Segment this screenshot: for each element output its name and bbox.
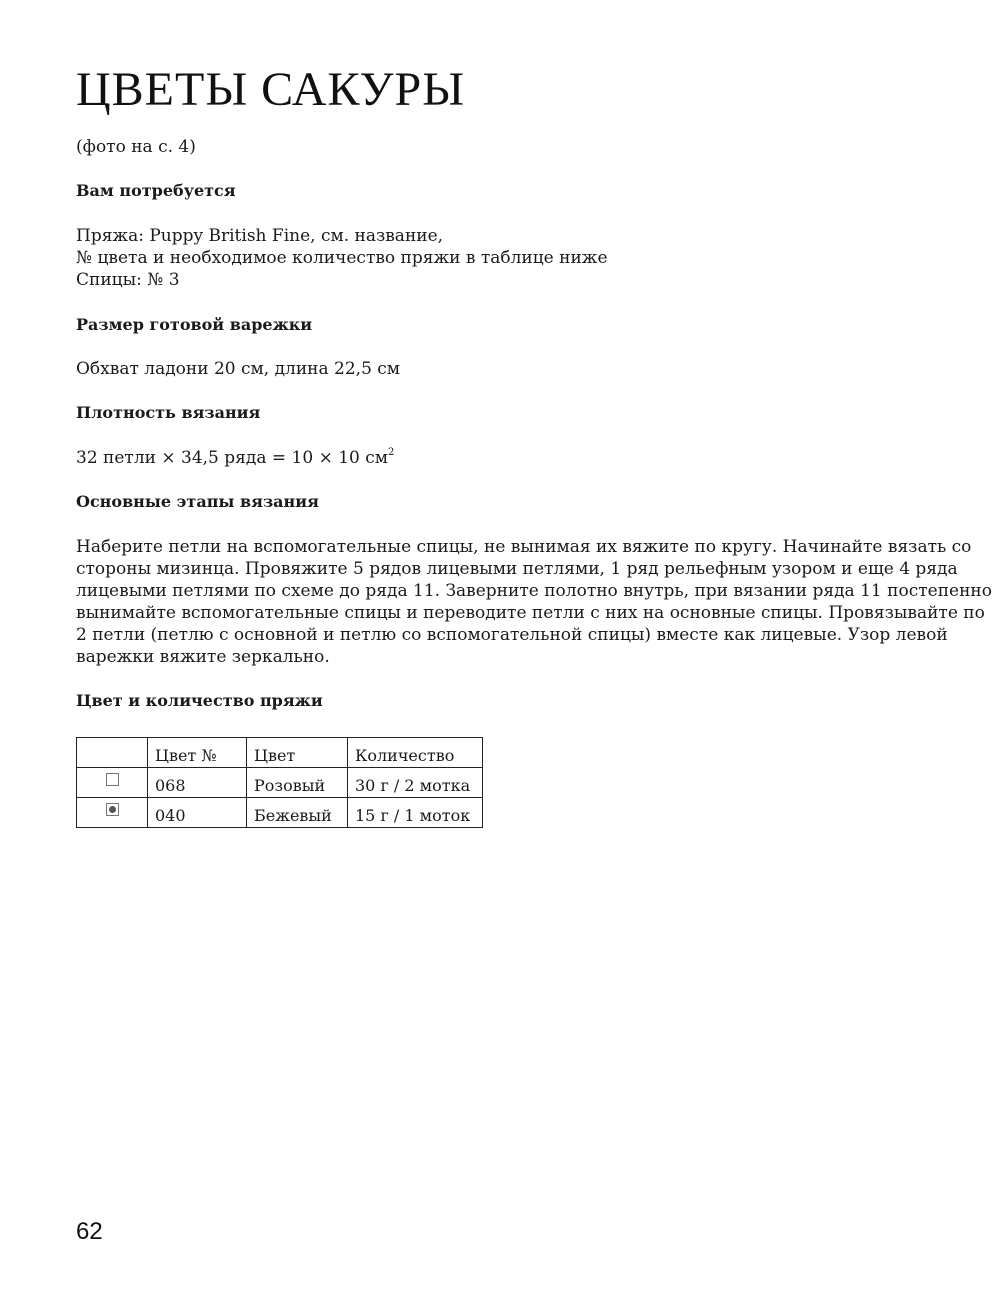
number-cell: 040 <box>148 798 247 828</box>
steps-paragraph <box>76 536 992 668</box>
materials-heading: Вам потребуется <box>76 181 236 200</box>
table-row <box>77 798 483 828</box>
amount-cell: 30 г / 2 мотка <box>348 768 483 798</box>
materials-list <box>76 225 608 291</box>
dot-square-icon <box>106 803 119 816</box>
yarn-table <box>76 737 483 828</box>
materials-line: № цвета и необходимое количество пряжи в таблице ниже <box>76 248 608 268</box>
amount-cell: 15 г / 1 моток <box>348 798 483 828</box>
steps-heading: Основные этапы вязания <box>76 492 319 511</box>
empty-square-icon <box>106 773 119 786</box>
yarn-heading: Цвет и количество пряжи <box>76 691 323 710</box>
materials-line: Спицы: № 3 <box>76 270 180 290</box>
header-cell-symbol <box>77 738 148 768</box>
color-cell: Бежевый <box>247 798 348 828</box>
page-title: ЦВЕТЫ САКУРЫ <box>76 63 466 116</box>
header-cell-color: Цвет <box>247 738 348 768</box>
header-cell-amount: Количество <box>348 738 483 768</box>
size-heading: Размер готовой варежки <box>76 315 313 334</box>
steps-line: лицевыми петлями по схеме до ряда 11. Заверните полотно внутрь, при вязании ряда 11 постепенно <box>76 581 992 601</box>
symbol-cell <box>77 798 148 828</box>
header-cell-number: Цвет № <box>148 738 247 768</box>
materials-line: Пряжа: Puppy British Fine, см. название, <box>76 226 444 246</box>
gauge-value: 32 петли × 34,5 ряда = 10 × 10 см <box>76 448 388 468</box>
page-number: 62 <box>76 1218 103 1245</box>
symbol-cell <box>77 768 148 798</box>
gauge-heading: Плотность вязания <box>76 403 261 422</box>
gauge-superscript: 2 <box>388 447 395 458</box>
color-cell: Розовый <box>247 768 348 798</box>
photo-reference: (фото на с. 4) <box>76 137 196 157</box>
steps-line: вынимайте вспомогательные спицы и переводите петли с них на основные спицы. Провязывайте по <box>76 603 985 623</box>
gauge-text <box>76 447 394 469</box>
table-header-row <box>77 738 483 768</box>
steps-line: варежки вяжите зеркально. <box>76 647 330 667</box>
steps-line: стороны мизинца. Провяжите 5 рядов лицевыми петлями, 1 ряд рельефным узором и еще 4 ряда <box>76 559 958 579</box>
table-row <box>77 768 483 798</box>
size-text: Обхват ладони 20 см, длина 22,5 см <box>76 359 401 379</box>
number-cell: 068 <box>148 768 247 798</box>
steps-line: Наберите петли на вспомогательные спицы, не вынимая их вяжите по кругу. Начинайте вязать со <box>76 537 972 557</box>
steps-line: 2 петли (петлю с основной и петлю со вспомогательной спицы) вместе как лицевые. Узор левой <box>76 625 948 645</box>
